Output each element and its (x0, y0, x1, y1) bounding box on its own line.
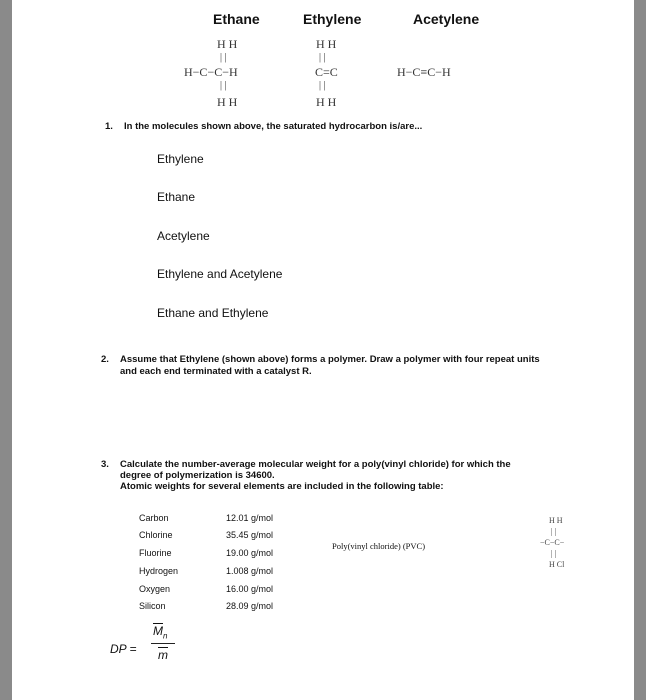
acetylene-title: Acetylene (413, 11, 480, 27)
table-row-weight: 35.45 g/mol (226, 530, 274, 540)
option-ethylene[interactable]: Ethylene (157, 152, 204, 166)
dp-lhs: DP = (110, 642, 137, 656)
dp-numerator (153, 624, 167, 640)
question-2-line-2: and each end terminated with a catalyst R. (120, 366, 312, 377)
question-3-line-1: Calculate the number-average molecular weight for a poly(vinyl chloride) for which the (120, 459, 511, 470)
ethane-title: Ethane (213, 11, 260, 27)
table-row-element: Fluorine (139, 548, 172, 558)
ethane-bonds-bottom: | | (220, 80, 227, 91)
pvc-bonds-top: | | (551, 527, 557, 536)
ethane-bonds-top: | | (220, 52, 227, 63)
table-row-element: Hydrogen (139, 566, 179, 576)
ethylene-bonds-bottom: | | (319, 80, 326, 91)
option-acetylene[interactable]: Acetylene (157, 229, 210, 243)
ethane-h-top: H H (217, 37, 238, 51)
table-row-weight: 12.01 g/mol (226, 513, 274, 523)
option-ethane[interactable]: Ethane (157, 190, 196, 204)
question-3-number: 3. (101, 459, 109, 470)
option-ethylene-and-acetylene[interactable]: Ethylene and Acetylene (157, 267, 283, 281)
question-1-number: 1. (105, 121, 113, 132)
table-row-element: Chlorine (139, 530, 173, 540)
pvc-label: Poly(vinyl chloride) (PVC) (332, 541, 426, 551)
mn-subscript: n (163, 631, 168, 641)
document-page (12, 0, 634, 700)
table-row-weight: 19.00 g/mol (226, 548, 274, 558)
ethylene-h-bottom: H H (316, 95, 337, 109)
question-2-number: 2. (101, 354, 109, 365)
ethylene-bonds-top: | | (319, 52, 326, 63)
ethane-h-bottom: H H (217, 95, 238, 109)
table-row-element: Silicon (139, 601, 166, 611)
pvc-h-top: H H (549, 516, 563, 525)
pvc-h-cl-bottom: H Cl (549, 560, 565, 569)
question-3-line-2: degree of polymerization is 34600. (120, 470, 275, 481)
question-1-text: In the molecules shown above, the saturated hydrocarbon is/are... (124, 121, 423, 132)
ethylene-main-chain: C=C (315, 65, 338, 79)
pvc-bonds-bottom: | | (551, 549, 557, 558)
mn-symbol: $\overline{M}$ (153, 624, 163, 638)
question-2-line-1: Assume that Ethylene (shown above) forms a polymer. Draw a polymer with four repeat units (120, 354, 540, 365)
table-row-element: Oxygen (139, 584, 171, 594)
fraction-bar (151, 643, 175, 644)
question-2 (101, 354, 601, 380)
ethylene-title: Ethylene (303, 11, 362, 27)
ethane-main-chain: H−C−C−H (184, 65, 238, 79)
table-row-weight: 28.09 g/mol (226, 601, 274, 611)
dp-denominator: $\overline{m}$ (158, 648, 168, 662)
acetylene-main-chain: H−C≡C−H (397, 65, 451, 79)
table-row-element: Carbon (139, 513, 169, 523)
question-3 (101, 459, 601, 497)
table-row-weight: 1.008 g/mol (226, 566, 274, 576)
question-3-line-3: Atomic weights for several elements are included in the following table: (120, 481, 444, 492)
ethylene-h-top: H H (316, 37, 337, 51)
table-row-weight: 16.00 g/mol (226, 584, 274, 594)
pvc-main-chain: −C−C− (540, 538, 565, 547)
option-ethane-and-ethylene[interactable]: Ethane and Ethylene (157, 306, 269, 320)
